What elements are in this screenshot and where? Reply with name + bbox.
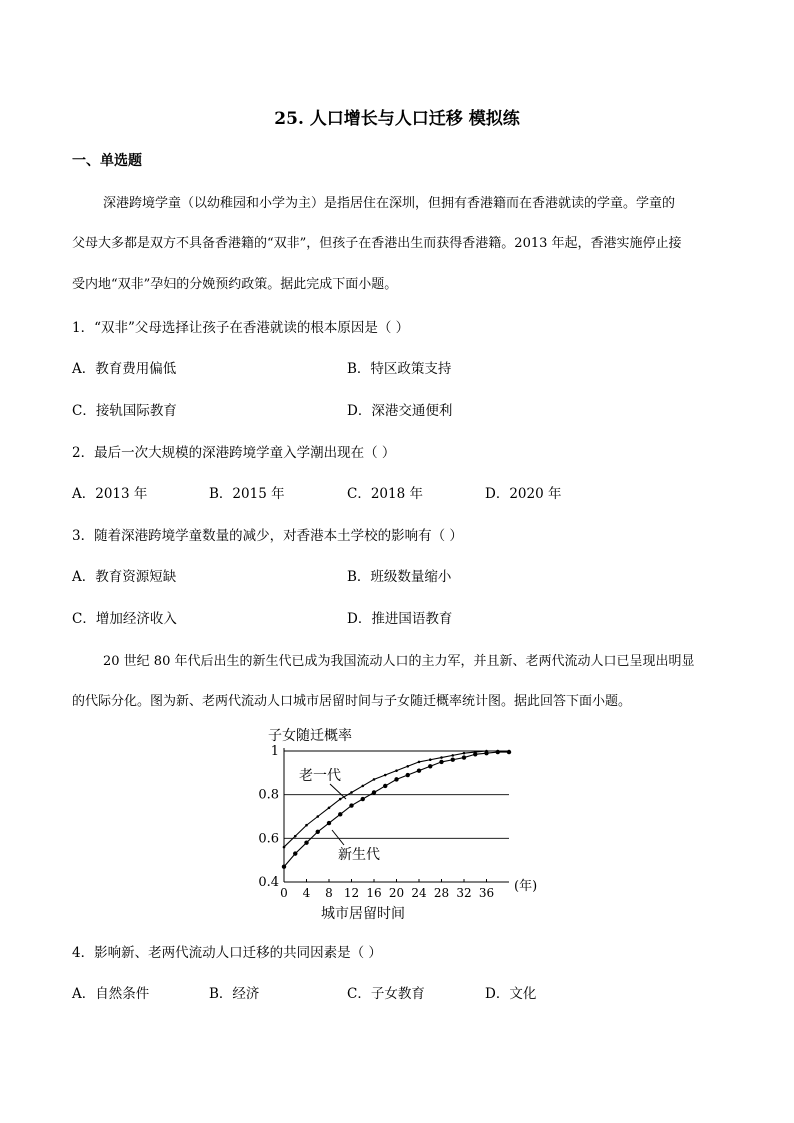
y-tick-label-2: 0.8 [258, 787, 279, 803]
series-0-point-2 [305, 824, 308, 827]
passage2-line-2: 的代际分化。图为新、老两代流动人口城市居留时间与子女随迁概率统计图。据此回答下面小题。 [72, 694, 632, 709]
question-3-stem: 3．随着深港跨境学童数量的减少，对香港本土学校的影响有（ ） [72, 528, 463, 544]
passage2-line-1: 20 世纪 80 年代后出生的新生代已成为我国流动人口的主力军，并且新、老两代流动人口已呈现出明显 [103, 654, 695, 669]
series-1-point-19 [496, 750, 500, 754]
passage1-line-2: 父母大多都是双方不具备香港籍的“双非”，但孩子在香港出生而获得香港籍。2013 年起，香港实施停止接 [72, 236, 682, 251]
question-2-stem: 2．最后一次大规模的深港跨境学童入学潮出现在（ ） [72, 445, 396, 461]
q1-option-b[interactable]: B．特区政策支持 [347, 361, 452, 377]
series-1-point-20 [507, 750, 511, 754]
x-tick-label-3: 12 [343, 886, 360, 900]
leader-new-generation [332, 830, 344, 845]
series-1-point-5 [338, 812, 342, 816]
label-old-generation: 老一代 [299, 768, 341, 784]
q4-option-b[interactable]: B．经济 [209, 986, 260, 1002]
series-1-point-12 [417, 768, 421, 772]
series-0-point-11 [406, 765, 409, 768]
series-0-point-3 [316, 815, 319, 818]
series-0-point-8 [373, 778, 376, 781]
x-tick-label-4: 16 [366, 886, 382, 900]
q2-option-a[interactable]: A．2013 年 [72, 486, 148, 502]
x-tick-label-8: 32 [456, 886, 472, 900]
series-0-point-5 [339, 798, 342, 801]
q1-option-a[interactable]: A．教育费用偏低 [72, 361, 177, 377]
series-0-point-0 [283, 846, 286, 849]
section-heading: 一、单选题 [72, 153, 142, 169]
q4-option-a[interactable]: A．自然条件 [72, 986, 150, 1002]
q3-option-d[interactable]: D．推进国语教育 [347, 611, 453, 627]
q2-option-d[interactable]: D．2020 年 [485, 486, 562, 502]
q1-option-d[interactable]: D．深港交通便利 [347, 403, 453, 419]
series-1-point-7 [361, 797, 365, 801]
series-0-point-10 [395, 769, 398, 772]
x-tick-label-6: 24 [411, 886, 427, 900]
passage1-line-1: 深港跨境学童（以幼稚园和小学为主）是指居住在深圳，但拥有香港籍而在香港就读的学童。学童的 [103, 196, 676, 211]
series-0-point-7 [361, 785, 364, 788]
series-1-point-0 [282, 865, 286, 869]
x-tick-label-5: 20 [388, 886, 405, 900]
series-1-point-3 [316, 830, 320, 834]
x-tick-label-1: 4 [302, 886, 311, 900]
series-1-point-4 [327, 821, 331, 825]
x-axis-label: 城市居留时间 [321, 906, 405, 922]
series-0-point-15 [451, 754, 454, 757]
series-1-point-9 [383, 784, 387, 788]
series-line-0 [284, 751, 509, 847]
series-0-point-18 [485, 750, 488, 753]
y-tick-label-0: 0.4 [258, 875, 279, 890]
q4-option-c[interactable]: C．子女教育 [347, 986, 425, 1002]
series-1-point-11 [406, 773, 410, 777]
label-new-generation: 新生代 [338, 847, 380, 863]
series-1-point-1 [293, 851, 297, 855]
q3-option-b[interactable]: B．班级数量缩小 [347, 569, 452, 585]
passage1-line-3: 受内地“双非”孕妇的分娩预约政策。据此完成下面小题。 [72, 277, 398, 292]
x-tick-label-2: 8 [325, 886, 333, 900]
series-1-point-16 [462, 755, 466, 759]
series-line-1 [284, 752, 509, 867]
series-0-point-16 [463, 752, 466, 755]
series-0-point-14 [440, 756, 443, 759]
series-0-point-12 [418, 761, 421, 764]
q1-option-c[interactable]: C．接轨国际教育 [72, 403, 177, 419]
series-0-point-6 [350, 791, 353, 794]
y-tick-label-3: 1 [270, 744, 279, 759]
series-1-point-6 [349, 803, 353, 807]
question-4-stem: 4．影响新、老两代流动人口迁移的共同因素是（ ） [72, 945, 382, 961]
series-0-point-19 [496, 750, 499, 753]
series-1-point-13 [428, 764, 432, 768]
y-axis-label: 子女随迁概率 [268, 728, 352, 744]
x-tick-label-0: 0 [280, 886, 288, 900]
q2-option-c[interactable]: C．2018 年 [347, 486, 423, 502]
q3-option-c[interactable]: C．增加经济收入 [72, 611, 177, 627]
series-0-point-20 [508, 750, 511, 753]
series-1-point-18 [484, 751, 488, 755]
series-1-point-17 [473, 752, 477, 756]
q4-option-d[interactable]: D．文化 [485, 986, 537, 1002]
series-1-point-14 [439, 760, 443, 764]
page-title: 25. 人口增长与人口迁移 模拟练 [274, 109, 520, 129]
series-0-point-13 [429, 758, 432, 761]
series-0-point-17 [474, 751, 477, 754]
question-1-stem: 1．“双非”父母选择让孩子在香港就读的根本原因是（ ） [72, 320, 410, 336]
q2-option-b[interactable]: B．2015 年 [209, 486, 285, 502]
x-axis-unit: (年) [514, 879, 538, 894]
x-tick-label-7: 28 [433, 886, 450, 900]
series-1-point-8 [372, 790, 376, 794]
series-0-point-9 [384, 774, 387, 777]
series-1-point-15 [451, 758, 455, 762]
x-tick-label-9: 36 [478, 886, 495, 900]
series-1-point-2 [304, 841, 308, 845]
series-0-point-1 [294, 835, 297, 838]
series-1-point-10 [394, 777, 398, 781]
y-tick-label-1: 0.6 [258, 831, 279, 847]
series-0-point-4 [328, 806, 331, 809]
leader-old-generation [330, 784, 346, 799]
q3-option-a[interactable]: A．教育资源短缺 [72, 569, 177, 585]
